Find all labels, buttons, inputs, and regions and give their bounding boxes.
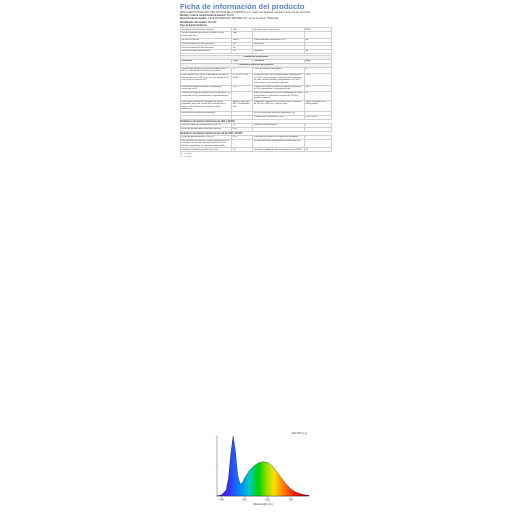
- table-cell: En caso afirmativo, declaración de sustitución (W): [253, 139, 304, 148]
- table-cell: Potencia en modo de espera en red (Pred) para CLS, expresada en W y redondeada al segundo decimal: [181, 91, 232, 100]
- param-col-header: Parámetro: [253, 60, 304, 64]
- table-row: [181, 91, 332, 100]
- table-cell: No: [304, 38, 331, 42]
- table-cell: Envolvente: [253, 42, 304, 46]
- table-cell: 0,99: [232, 135, 253, 139]
- address-value: JUICE INFORMATION TECHNOLOGY, 41 rue du Louvre 75012 Paris: [207, 18, 279, 21]
- table-cell: Tecnología de iluminación utilizada: [181, 28, 232, 32]
- table-cell: N/A: [232, 32, 253, 38]
- table-row: [181, 148, 332, 152]
- x-axis-label: Wavelength (nm): [253, 503, 273, 506]
- table-row: [181, 127, 332, 131]
- sheet-title: Ficha de información del producto: [180, 2, 305, 11]
- table-cell: -: [304, 112, 331, 116]
- table-row: [181, 50, 332, 54]
- table-cell: Coordenadas cromáticas (x e y): [253, 116, 304, 120]
- table-cell: Dimensiones exteriores sin equipo de control separado, piezas de control de la iluminación ni piezas no de iluminación, cuando las haya (milímetros): [181, 100, 232, 111]
- spectrum-area: [217, 436, 309, 496]
- table-cell: Factor de desplazamiento (cos φ1): [181, 135, 232, 139]
- table-cell: No: [304, 50, 331, 54]
- table-cell: 0,00: [304, 85, 331, 91]
- table-cell: -: [232, 139, 253, 148]
- table-cell: Potencia en modo de espera (Pespera), expresada en W y redondeada al segundo decimal: [253, 85, 304, 91]
- footnote: (2) ...no aplica: [180, 155, 192, 158]
- table-cell: Flujo luminoso útil (Φuso), indicando si se refiere al flujo en una esfera (360°), en un cono amplio (120°) o en un cono estrecho (90°): [181, 74, 232, 85]
- table-cell: -: [304, 42, 331, 46]
- table-cell: Fuente luminosa de color ajustable: [181, 42, 232, 46]
- table-cell: Unidad de medición parpadeo (Pst LM): [181, 148, 232, 152]
- table-cell: -: [232, 112, 253, 116]
- table-cell: 6 750 en Os 360 (360°): [232, 74, 253, 85]
- table-cell: -: [304, 123, 331, 127]
- table-cell: Véase la imagen en la última página: [304, 100, 331, 111]
- table-cell: NMLS: [232, 38, 253, 42]
- table-cell: -: [232, 91, 253, 100]
- value-col-header: Valor: [304, 60, 331, 64]
- table-cell: Fuente luminosa de alta luminancia: [181, 46, 232, 50]
- table-cell: Declaración de potencia equivalente: [181, 112, 232, 116]
- table-cell: Altura 3 / Anchura 400 / Profundidad 400: [232, 100, 253, 111]
- table-cell: 2,5: [232, 148, 253, 152]
- table-cell: Valor del índice de rendimiento de color R9: [181, 123, 232, 127]
- params-table: [180, 55, 332, 120]
- table-row: [181, 100, 332, 111]
- table-cell: 11: [232, 67, 253, 73]
- table-row: [181, 116, 332, 120]
- table-cell: [304, 127, 331, 131]
- table-cell: [181, 116, 232, 120]
- table-cell: Unidad de medida del efecto estroboscópico (SVM): [253, 148, 304, 152]
- table-cell: No: [232, 42, 253, 46]
- x-tick-label: 700: [288, 498, 293, 502]
- table-cell: Índice de rendimiento de color, redondeado al entero más próximo, o intervalo de valores de CRI que pueden regularse: [253, 92, 303, 100]
- supplier-value: PULUZ: [226, 15, 235, 18]
- table-row: [181, 139, 332, 148]
- table-cell: [253, 127, 304, 131]
- table-cell: 5 800: [304, 74, 331, 85]
- product-info-sheet: [180, 0, 332, 425]
- value-col-header: Valor: [232, 60, 253, 64]
- table-cell: No: [232, 46, 253, 50]
- table-cell: Consumo de energía en modo encendido (kWh / 1 000 h), redondeado al entero más próximo: [181, 67, 232, 73]
- table-cell: G: [304, 67, 331, 73]
- x-tick-label: 500: [242, 498, 247, 502]
- table-cell: Temperatura de color correlacionada, redondeada a los 100 K más próximos, o intervalo de temperaturas de color correlacionadas, redondeadas a los 100 K más próximos, que pueden regularse: [253, 74, 303, 84]
- table-cell: 80: [304, 91, 331, 100]
- table-cell: -: [304, 139, 331, 148]
- supplier-label: Nombre o marca comercial del proveedor:: [180, 15, 227, 18]
- table-cell: Clase de eficiencia energética: [253, 67, 304, 73]
- regulation-text: REGLAMENTO DELEGADO (UE) 2019/2015 DE LA COMISIÓN en lo relativo al etiquetado energético de las fuentes luminosas: [180, 12, 311, 14]
- table-cell: Factor de mantenimiento: [253, 123, 304, 127]
- table-cell: No direccional o direccional: [253, 28, 304, 32]
- led-params-heading: Parámetros de fuentes luminosas de LED y OLED:: [180, 120, 236, 123]
- footnote: (1) ...no aplica: [180, 153, 192, 156]
- spectral-chart-svg: [203, 426, 315, 508]
- table-cell: De red o no de red: [181, 38, 232, 42]
- table-cell: Distribución espectral de la potencia en el intervalo de 250 nm a 800 nm, a plena carga: [253, 100, 304, 111]
- table-cell: Tipo de casquillo de la fuente luminosa (u otra interfaz eléctrica): [181, 32, 232, 38]
- spectral-chart: [203, 426, 315, 508]
- x-tick-label: 400: [219, 498, 224, 502]
- table-cell: 0,330 / 0,347: [304, 116, 331, 120]
- table-cell: [232, 116, 253, 120]
- table-cell: 73: [232, 123, 253, 127]
- light-type-table: [180, 27, 332, 54]
- table-cell: Fuente luminosa conectada (CLS): [253, 38, 304, 42]
- table-cell: -: [304, 135, 331, 139]
- model-value: PU6369: [207, 21, 217, 24]
- table-cell: Regulable: [253, 50, 304, 54]
- table-cell: Factor de mantenimiento del flujo luminoso: [181, 127, 232, 131]
- table-cell: En caso afirmativo, potencia equivalente (W): [253, 112, 304, 116]
- table-cell: No: [232, 50, 253, 54]
- table-cell: 0,4: [304, 148, 331, 152]
- chart-legend-text: CIE 1931 (x,y): [291, 432, 307, 435]
- table-cell: 0,96: [232, 127, 253, 131]
- light-type-heading: Tipo de fuente luminosa:: [180, 25, 208, 28]
- footnotes: [180, 153, 332, 158]
- table-cell: Declaraciones de que una fuente luminosa de LED sustituye a una fuente luminosa fluorescente sin balasto integrado de una potencia determinada: [181, 139, 232, 148]
- param-col-header: Parámetro: [181, 60, 232, 64]
- table-cell: Potencia en modo encendido (Pencendido), expresada en W: [181, 85, 232, 91]
- table-cell: Protector antideslumbramiento: [181, 50, 232, 54]
- table-row: [181, 74, 332, 85]
- general-params-heading: Parámetros generales del producto: [181, 63, 332, 67]
- model-label: Identificador del modelo:: [180, 21, 208, 24]
- table-cell: 11,0: [232, 85, 253, 91]
- table-cell: Consistencia cromática en elipses de MacAdam: [253, 135, 304, 139]
- address-label: Dirección del proveedor:: [180, 18, 208, 21]
- led-params2-heading: Parámetros de fuentes luminosas de red de LED y OLED:: [180, 132, 243, 135]
- table-cell: NDLS: [304, 28, 331, 32]
- table-cell: LED: [232, 28, 253, 32]
- params-heading: Parámetros del producto: [181, 56, 332, 60]
- x-tick-label: 600: [265, 498, 270, 502]
